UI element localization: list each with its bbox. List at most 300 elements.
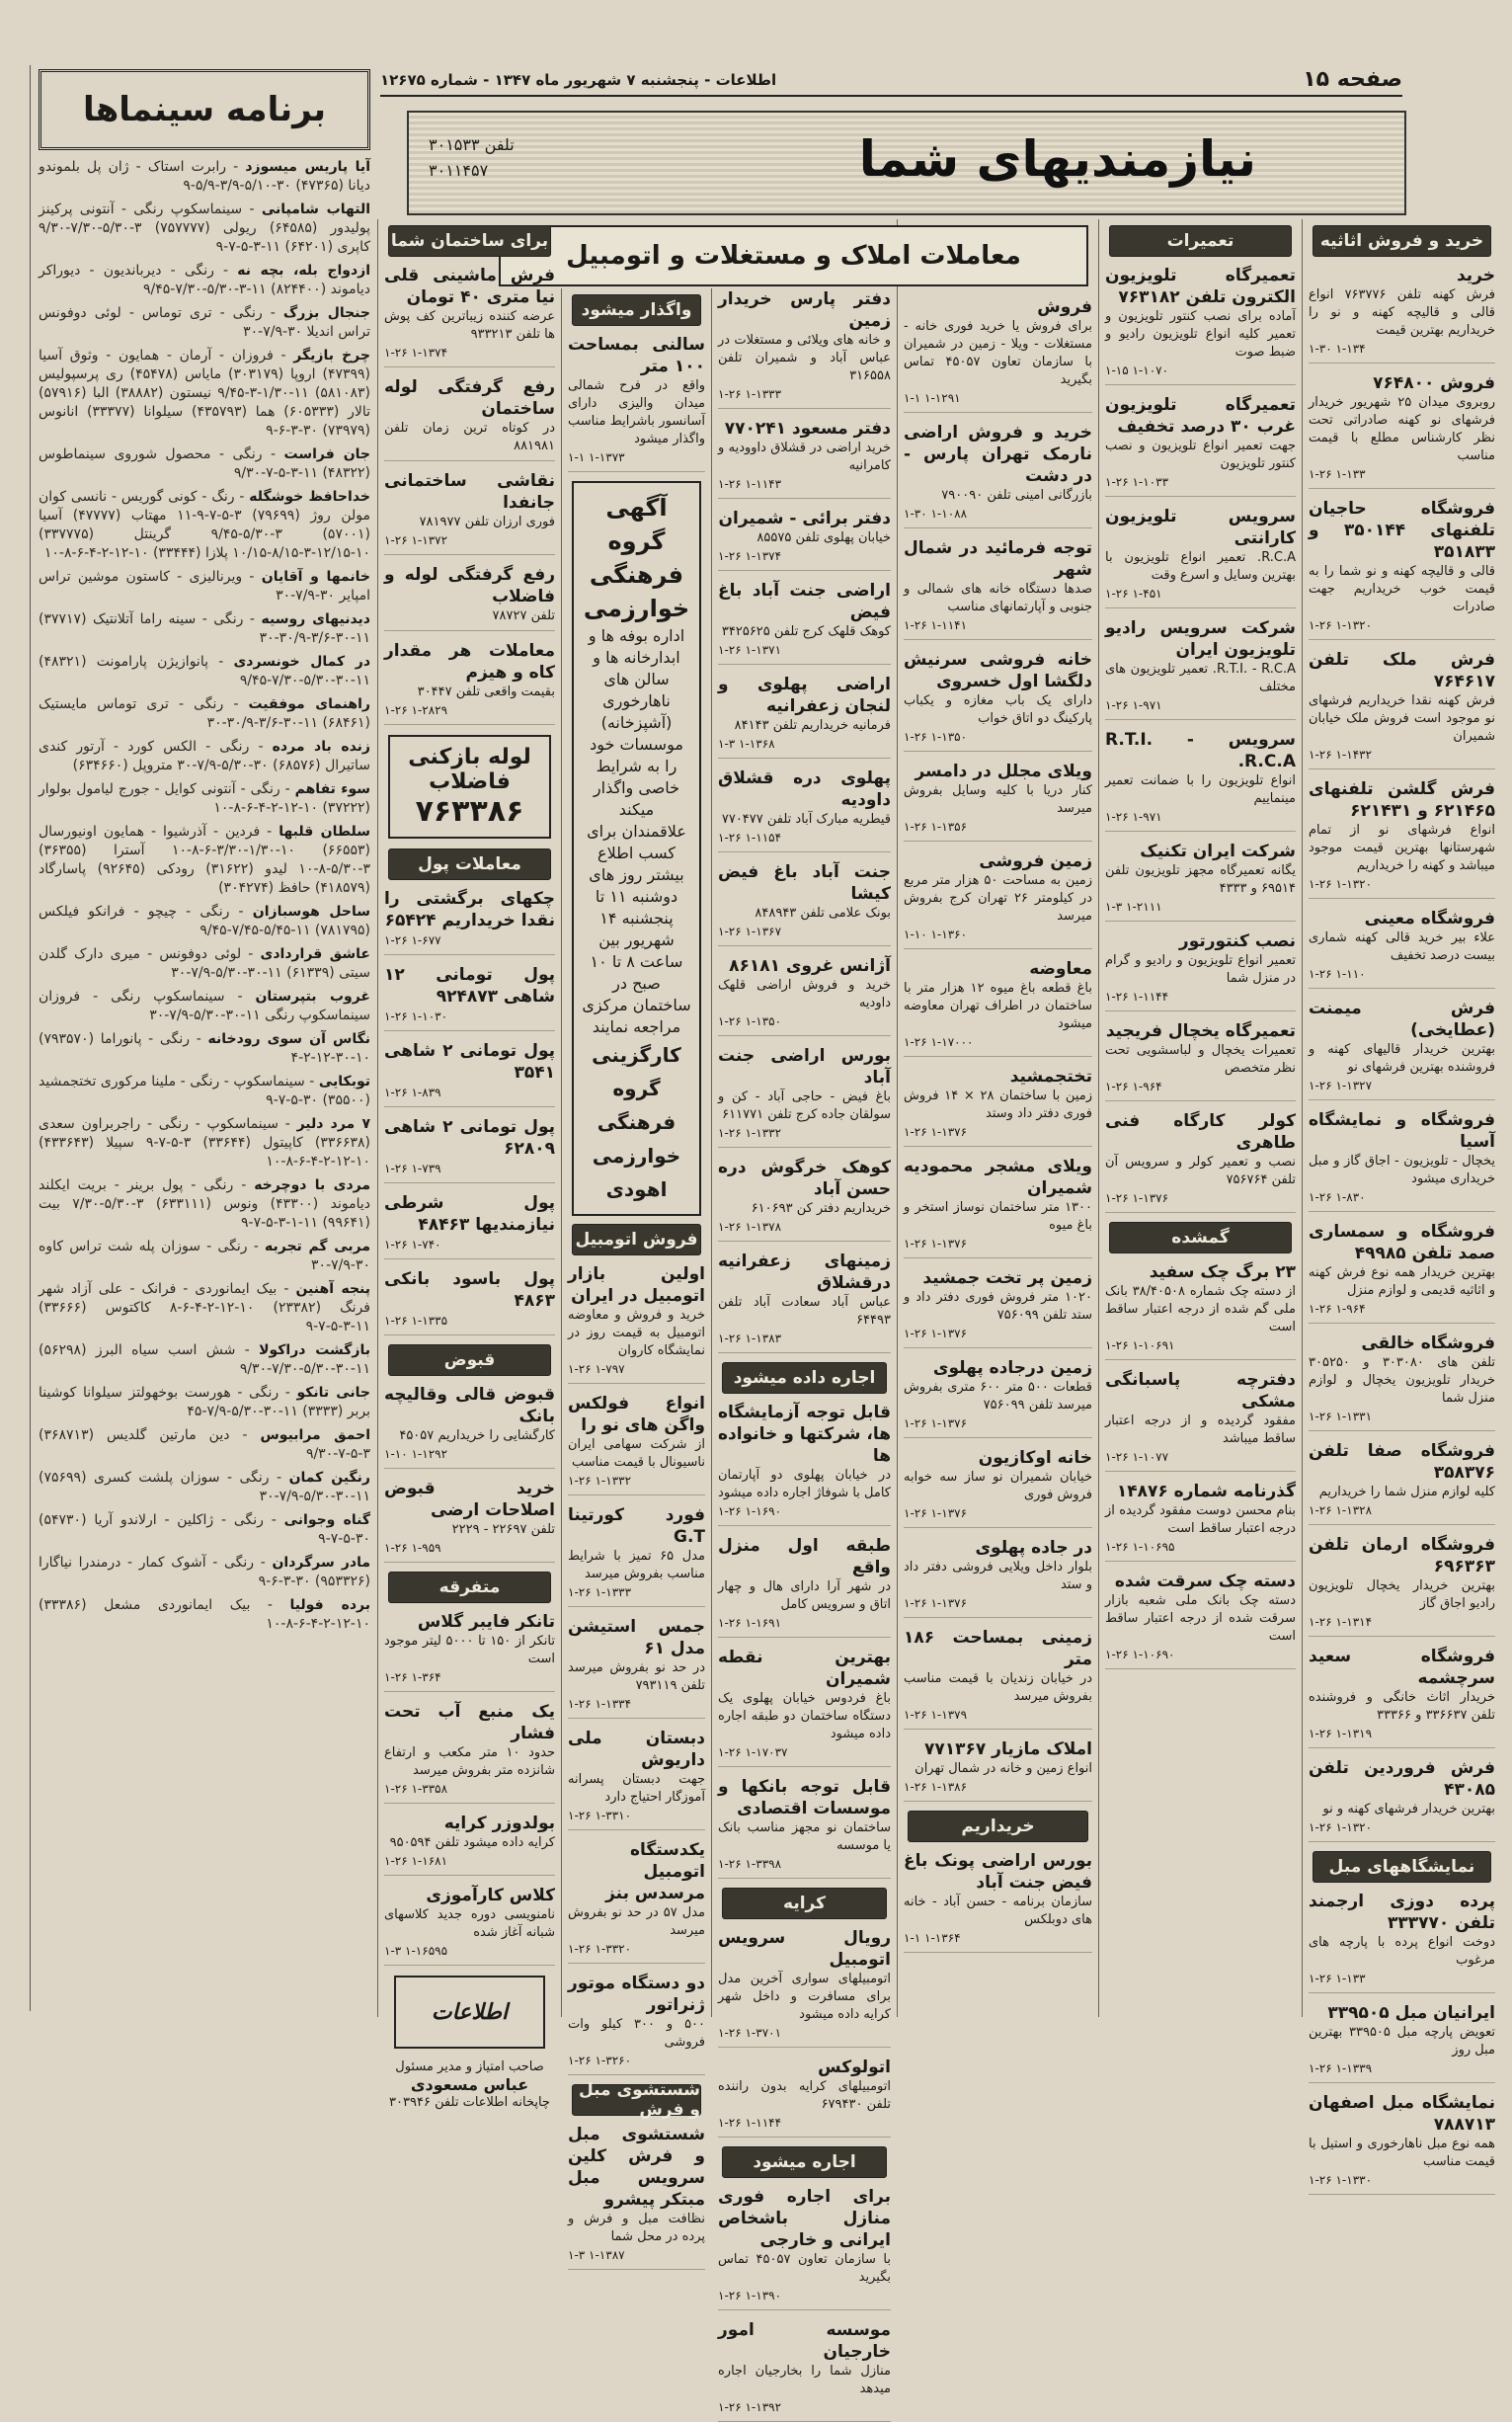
classified-ad	[904, 1267, 1092, 1348]
ad-code: ۱-۲۶ ۱-۳۳۹۸	[718, 1857, 782, 1871]
ad-body: فوری ارزان تلفن ۷۸۱۹۷۷	[419, 515, 555, 529]
spacer	[281, 1470, 288, 1486]
ad-body: خریداریم دفتر کن ۶۱۰۶۹۳	[751, 1201, 891, 1216]
ad-body: جهت دبستان پسرانه آموزگار احتیاج دارد	[568, 1772, 705, 1805]
classified-ad	[718, 1535, 891, 1638]
ad-body: تعمیر انواع تلویزیون و رادیو و گرام در منزل شما	[1105, 953, 1296, 986]
ad-headline: دفترچه پاسبانگی مشکی	[1105, 1370, 1296, 1412]
ad-code: ۱-۱ ۱-۱۲۹۱	[904, 391, 961, 405]
ad-code: ۱-۲۶ ۱-۱۳۷۹	[904, 1708, 968, 1722]
section-header: کرایه	[722, 1888, 887, 1919]
ad-headline: نمایشگاه مبل اصفهان ۷۸۸۷۱۳	[1309, 2093, 1495, 2135]
cinema-listing	[39, 610, 370, 648]
film-title: برده فولیا	[289, 1597, 370, 1613]
ad-body: واقع در فرح شمالی میدان والیزی دارای آسانسور باشرایط مناسب واگذار میشود	[568, 378, 705, 446]
cinema-listing	[39, 695, 370, 733]
ad-code: ۱-۲۶ ۱-۱۳۷۶	[904, 1237, 968, 1251]
ad-body: تلفن ۷۸۷۲۷	[492, 608, 555, 623]
classified-ad	[904, 649, 1092, 752]
ad-code: ۱-۲۶ ۱-۱۰۶۹۰	[1105, 1648, 1175, 1661]
section-header: اجاره میشود	[722, 2146, 887, 2178]
ad-code: ۱-۲۶ ۱-۱۳۷۲	[384, 533, 448, 547]
classified-ad	[1309, 2002, 1495, 2083]
ad-code: ۱-۲۶ ۱-۱۶۸۱	[384, 1854, 448, 1868]
ad-code: ۱-۲۶ ۱-۱۶۹۰	[718, 1504, 782, 1518]
ad-body: بقیمت واقعی تلفن ۳۰۴۴۷	[417, 685, 555, 699]
film-title: در کمال خونسردی	[233, 654, 370, 670]
ad-code: ۱-۲۶ ۱-۱۳۹۲	[718, 2400, 782, 2414]
ad-code: ۱-۲۶ ۱-۸۳۰	[1309, 1190, 1366, 1204]
classified-ad	[718, 288, 891, 409]
cinema-listing	[39, 1469, 370, 1506]
ad-headline: تعمیرگاه تلویزیون غرب ۳۰ درصد تخفیف	[1105, 395, 1296, 437]
ad-headline: خرید	[1456, 266, 1495, 285]
film-title: سلطان قلبها	[279, 824, 371, 840]
ad-headline: سرویس R.T.I. - R.C.A.	[1105, 730, 1296, 771]
banner-title: نیازمندیهای شما	[858, 130, 1256, 188]
ad-headline: تختجمشید	[1009, 1067, 1092, 1087]
classified-ad	[1309, 1221, 1495, 1324]
classified-ad	[1105, 617, 1296, 720]
classified-ad	[718, 1402, 891, 1526]
ad-body: ۱۰۲۰ متر فروش فوری دفتر داد و ستد تلفن ۷۵۶۰۹۹	[904, 1290, 1092, 1323]
film-showtimes: - رنگی - پول برینر - بریت ایکلند دیاموند (۴۳۳۰۰) ونوس (۶۳۳۱۱۱) ۳-۵/۳۰-۷/۳۰ بیت (۹۹۶۴۱) ۱۱-۱-۳-۵-۷-۹	[39, 1177, 370, 1231]
classified-ad	[384, 1813, 555, 1876]
film-showtimes: - رنگی - محصول شوروی سینماطوس (۴۸۳۲۲) ۱۱-۳-۵-۷-۹/۳۰	[39, 446, 370, 481]
ad-code: ۱-۲۶ ۱-۹۷۱	[1105, 698, 1162, 712]
film-title: زنده باد مرده	[272, 739, 370, 755]
classified-ad	[718, 1251, 891, 1353]
classified-ad	[384, 376, 555, 461]
classified-ad	[1309, 2092, 1495, 2195]
ad-body: زمین به مساحت ۵۰ هزار متر مربع در کیلومتر ۲۶ تهران کرج بفروش میرسد	[904, 873, 1093, 924]
banner-phone-1: تلفن ۳۰۱۵۳۳	[429, 135, 515, 154]
ad-code: ۱-۲۶ ۱-۳۳۵۸	[384, 1782, 448, 1796]
cinema-program-column	[30, 65, 378, 2011]
ad-headline: یک منبع آب تحت فشار	[384, 1702, 555, 1743]
classified-ad	[1105, 1571, 1296, 1669]
khwarazmi-notice	[572, 481, 701, 1216]
ad-body: قیطریه مبارک آباد تلفن ۷۷۰۴۷۷	[721, 812, 891, 827]
classified-ad	[384, 564, 555, 631]
cinema-program-title: برنامه سینماها	[39, 69, 370, 150]
ad-body: برای فروش یا خرید فوری خانه - مستغلات - ویلا - زمین در شمیران با سازمان تعاون ۴۵۰۵۷ تماس بگیرید	[904, 319, 1092, 387]
ad-headline: زمین پر تخت جمشید	[922, 1268, 1092, 1288]
ad-headline: دو دستگاه موتور ژنراتور	[568, 1974, 705, 2015]
classified-ad	[904, 1537, 1092, 1618]
ad-body: نصب و تعمیر کولر و سرویس آن تلفن ۷۵۶۷۶۴	[1105, 1155, 1296, 1187]
classified-ad	[1309, 908, 1495, 989]
ad-body: باغ فردوس خیابان پهلوی یک دستگاه ساختمان دو طبقه اجاره داده میشود	[718, 1691, 891, 1741]
spacer	[243, 989, 256, 1005]
classified-ad	[718, 2057, 891, 2138]
ad-body: دارای یک باب مغازه و یکباب پارکینگ دو اتاق خواب	[904, 693, 1092, 726]
section-header: خرید و فروش اثاثیه	[1313, 225, 1491, 257]
film-showtimes: - رنگی - تری توماس مایستیک (۶۸۴۶۱) ۱۱-۳۰-۳/۶-۳۰/۹-۳۰	[39, 696, 370, 731]
classified-ad	[904, 1850, 1092, 1953]
ad-headline: املاک مازیار ۷۷۱۳۶۷	[923, 1739, 1092, 1759]
ad-headline: در جاده پهلوی	[975, 1538, 1092, 1558]
ad-headline: جمس استیشن مدل ۶۱	[568, 1617, 705, 1658]
ad-code: ۱-۳ ۱-۲۱۱۱	[1105, 900, 1162, 914]
classified-ad	[1105, 506, 1296, 608]
ad-code: ۱-۳ ۱-۱۳۶۸	[718, 737, 775, 751]
ad-body: قطعات ۵۰۰ متر ۶۰۰ متری بفروش میرسد تلفن ۷۵۶۰۹۹	[904, 1380, 1093, 1413]
ad-body: دسته چک بانک ملی شعبه بازار سرقت شده از درجه اعتبار ساقط است	[1105, 1593, 1296, 1644]
ad-code: ۱-۲۶ ۱-۱۳۳۴	[568, 1697, 632, 1711]
ad-code: ۱-۲۶ ۱-۱۳۸۶	[904, 1780, 968, 1794]
ad-body: تعویض پارچه مبل ۳۳۹۵۰۵ بهترین مبل روز	[1309, 2025, 1495, 2058]
classified-ad	[384, 1384, 555, 1469]
ad-headline: نقاشی ساختمانی جانفدا	[384, 471, 555, 513]
ad-body: بهترین خریدار یخچال تلویزیون رادیو اجاق گاز	[1309, 1578, 1495, 1611]
column-transfer	[561, 288, 711, 2262]
classified-ad	[384, 888, 555, 955]
ad-code: ۱-۲۶ ۱-۱۳۷۶	[904, 1416, 968, 1430]
ad-body: کلیه لوازم منزل شما را خریداریم	[1318, 1485, 1495, 1499]
cinema-listing	[39, 488, 370, 563]
ad-body: کنار دریا با کلیه وسایل بفروش میرسد	[904, 783, 1092, 816]
ad-headline: پول شرطی نیازمندیها ۴۸۴۶۳	[384, 1193, 555, 1235]
section-header: قبوض	[388, 1344, 551, 1376]
classified-ad	[1309, 265, 1495, 363]
section-header: خریداریم	[908, 1811, 1088, 1842]
spacer	[228, 263, 237, 279]
ad-body: اتومبیلهای کرایه بدون راننده تلفن ۶۷۹۴۳۰	[718, 2079, 891, 2112]
classified-ad	[568, 1728, 705, 1830]
ad-headline: یکدستگاه اتومبیل مرسدس بنز	[605, 1840, 705, 1903]
ad-headline: قابل توجه آزمایشگاه ها، شرکتها و خانواده ها	[718, 1403, 891, 1466]
ad-body: خرید و فروش و معاوضه اتومبیل به قیمت روز در نمایشگاه کاروان	[568, 1308, 705, 1358]
film-title: جانی تانکو	[296, 1385, 370, 1401]
classified-ad	[384, 964, 555, 1031]
spacer	[273, 1597, 290, 1613]
ad-body: مدل ۵۷ در حد نو بفروش میرسد	[568, 1905, 705, 1938]
notice-signature: کارگزینی گروه فرهنگی خوارزمی اهودی	[592, 1043, 681, 1201]
ad-headline: شستشوی مبل و فرش کلین سرویس مبل مبتکر پیشرو	[568, 2125, 705, 2210]
ad-code: ۱-۲۶ ۱-۱۳۹۰	[718, 2289, 782, 2302]
ad-code: ۱-۲۶ ۱-۷۹۷	[568, 1362, 625, 1376]
spacer	[247, 1427, 260, 1443]
ad-body: تانکر از ۱۵۰ تا ۵۰۰۰ لیتر موجود است	[384, 1634, 555, 1666]
ad-headline: فرش فروردین تلفن ۴۳۰۸۵	[1309, 1758, 1495, 1800]
banner-phone-2: ۳۰۱۱۴۵۷	[429, 161, 489, 180]
ad-code: ۱-۲۶ ۱-۱۳۳	[1309, 1972, 1366, 1985]
film-showtimes: - رنگی - پانوراما (۷۹۳۵۷۰) ۱۰-۳۰-۱۲-۲-۴	[39, 1031, 370, 1066]
film-title: نگاس آن سوی رودخانه	[207, 1031, 370, 1047]
ad-headline: آژانس غروی ۸۶۱۸۱	[729, 956, 891, 976]
film-title: مربی گم تجربه	[265, 1239, 371, 1254]
ad-code: ۱-۲۶ ۱-۱۱۴۴	[718, 2116, 782, 2130]
ad-body: تعمیرات یخچال و لباسشویی تحت نظر متخصص	[1105, 1043, 1296, 1076]
classified-ad	[384, 1611, 555, 1692]
ad-body: از دسته چک شماره ۳۸/۴۰۵۰۸ بانک ملی گم شده از درجه اعتبار ساقط است	[1105, 1284, 1297, 1334]
ad-body: سازمان برنامه - حسن آباد - خانه های دوبلکس	[904, 1895, 1092, 1927]
ad-body: باغ قطعه باغ میوه ۱۲ هزار متر با ساختمان در اطراف تهران معاوضه میشود	[904, 981, 1092, 1031]
classified-ad	[1105, 1369, 1296, 1472]
classified-ad	[384, 265, 555, 367]
film-showtimes: - رنگی - آنتونی کوایل - جورج لیامول بولوار (۳۷۲۲۲) ۱۰-۱۲-۲-۴-۶-۸-۱۰	[39, 781, 370, 816]
classified-ad	[718, 955, 891, 1036]
film-title: ساحل هوسبازان	[252, 904, 371, 920]
classified-ad	[1309, 1109, 1495, 1212]
spacer	[254, 569, 261, 585]
film-showtimes: - بیک ایمانوردی مشعل (۳۳۳۸۶) ۱۰-۱۲-۲-۴-۶-۸-۱۰	[39, 1597, 370, 1632]
film-title: راهنمای موفقیت	[248, 696, 370, 712]
film-showtimes: - رنگی - سینه راما آتلانتیک (۳۷۷۱۷) ۱۱-۳۰-۳/۶-۳۰/۹-۳۰	[39, 611, 370, 646]
ad-code: ۱-۲۶ ۱-۱۴۳۲	[1309, 748, 1373, 762]
classified-ad	[568, 1393, 705, 1495]
ad-code: ۱-۲۶ ۱-۱۳۷۶	[904, 1596, 968, 1610]
film-title: جان فراست	[283, 446, 371, 462]
film-title: بازگشت دراکولا	[259, 1342, 371, 1358]
spacer	[276, 305, 283, 321]
ad-headline: فروشگاه ارمان تلفن ۶۹۶۳۶۳	[1309, 1535, 1495, 1576]
classified-ad	[904, 422, 1092, 528]
page-number: صفحه ۱۵	[1303, 67, 1402, 92]
classified-ad	[568, 2124, 705, 2270]
ad-headline: خرید و فروش اراضی نارمک تهران پارس - در دشت	[904, 423, 1092, 486]
ad-headline: ویلای مشجر محمودیه شمیران	[904, 1157, 1092, 1198]
cinema-listing	[39, 1115, 370, 1171]
film-showtimes: - لوئی دوفونس - میری دارک گلدن سیتی (۶۱۳۳۹) ۱۱-۳۰-۵/۳۰-۷/۹-۳۰	[39, 946, 370, 981]
ad-headline: انواع فولکس واگن های نو را	[568, 1394, 705, 1435]
ad-code: ۱-۲۶ ۱-۱۳۳	[1309, 467, 1366, 481]
film-title: عاشق قراردادی	[260, 946, 370, 962]
ad-headline: فروشگاه خالقی	[1361, 1333, 1495, 1353]
ad-code: ۱-۳ ۱-۱۳۸۷	[568, 2248, 625, 2262]
ad-headline: تعمیرگاه یخچال فریجید	[1105, 1021, 1296, 1041]
ad-code: ۱-۲۶ ۱-۳۳۱۰	[568, 1809, 632, 1822]
ad-code: ۱-۲۶ ۱-۱۳۱۴	[1309, 1615, 1373, 1629]
classified-ad	[718, 1927, 891, 2048]
ad-body: بهترین خریدار قالیهای کهنه و فروشنده بهترین فرشهای نو	[1309, 1042, 1495, 1075]
ad-body: انواع زمین و خانه در شمال تهران	[915, 1761, 1092, 1776]
section-header: شستشوی مبل و فرش	[572, 2084, 701, 2116]
ad-headline: بورس اراضی جنت آباد	[718, 1046, 891, 1088]
cinema-listing	[39, 780, 370, 818]
ad-body: کوهک قلهک کرج تلفن ۳۴۲۵۶۲۵	[721, 624, 891, 639]
film-title: مادر سرگردان	[272, 1555, 371, 1571]
ad-body: در حد نو بفروش میرسد تلفن ۷۹۳۱۱۹	[568, 1660, 705, 1693]
section-title-real-estate: معاملات املاک و مستغلات و اتومبیل	[499, 225, 1088, 286]
ad-body: عرضه کننده زیباترین کف پوش ها تلفن ۹۳۳۲۱۳	[384, 309, 555, 342]
ad-body: بلوار داخل ویلایی فروشی دفتر داد و ستد	[904, 1560, 1092, 1592]
classified-ad	[384, 1040, 555, 1107]
ad-headline: زمین درجاده پهلوی	[932, 1358, 1092, 1378]
spacer	[290, 1116, 297, 1132]
cinema-listing	[39, 1426, 370, 1464]
film-showtimes: - دین مارتین گلدیس (۳۶۸۷۱۳) ۳-۵-۷-۹/۳۰	[39, 1427, 370, 1462]
publisher-line-3: چاپخانه اطلاعات تلفن ۳۰۳۹۴۶	[389, 2095, 550, 2110]
ad-body: یخچال - تلویزیون - اجاق گاز و مبل خریداری میشود	[1309, 1154, 1495, 1186]
ad-body: مدل ۶۵ تمیز با شرایط مناسب بفروش میرسد	[568, 1549, 705, 1581]
drain-cleaning-ad	[388, 735, 551, 839]
ad-headline: ویلای مجلل در دامسر	[915, 762, 1092, 781]
ad-code: ۱-۳ ۱-۱۶۵۹۵	[384, 1944, 448, 1958]
section-header: تعمیرات	[1109, 225, 1292, 257]
classified-ad	[904, 537, 1092, 640]
ad-headline: دفتر مسعود ۷۷۰۲۴۱	[724, 419, 891, 439]
ad-body: تلفن های ۳۰۳۰۸۰ و ۳۰۵۲۵۰ خریدار تلویزیون یخچال و لوازم منزل شما	[1309, 1355, 1496, 1406]
ad-headline: فروشگاه و سمساری صمد تلفن ۴۹۹۸۵	[1309, 1222, 1495, 1263]
ad-code: ۱-۲۶ ۱-۹۷۱	[1105, 810, 1162, 824]
film-showtimes: - فردین - آذرشیوا - همایون اونیورسال (۶۶۵۵۳) ۱۰-۱/۳۰-۳/۳۰-۶-۸-۱۰ آسترا (۳۶۳۵۵) ۳-۵/۳۰-۸-۱۰ لیدو (۳۱۶۲۲) رودکی (۹۲۶۴۵) پاسارگاد (۴۱۸۵۷۹) حافظ (۳۰۴۲۷۴)	[39, 824, 370, 896]
ad-body: از شرکت سهامی ایران ناسیونال با قیمت مناسب	[568, 1437, 705, 1470]
ad-code: ۱-۲۶ ۱-۱۳۲۷	[1309, 1079, 1373, 1092]
ad-headline: کولر کارگاه فنی طاهری	[1105, 1111, 1296, 1153]
ad-headline: فروش	[1037, 297, 1092, 317]
cinema-listing	[39, 1596, 370, 1634]
classified-ad	[1105, 729, 1296, 832]
cinema-listing	[39, 1511, 370, 1549]
ad-headline: فروشگاه سعید سرچشمه	[1309, 1647, 1495, 1688]
ad-code: ۱-۲۶ ۱-۱۰۷۷	[1105, 1450, 1169, 1464]
classified-ad	[904, 1738, 1092, 1802]
film-showtimes: - شش اسب سیاه البرز (۵۶۲۹۸) ۱۱-۳۰-۵/۳۰-۷/۳۰-۹/۳۰	[39, 1342, 370, 1377]
classified-ad	[384, 1116, 555, 1183]
ad-code: ۱-۲۶ ۱-۱۷۰۰۰	[904, 1035, 974, 1049]
ad-code: ۱-۲۶ ۱-۱۳۷۴	[384, 346, 448, 360]
ad-headline: جنت آباد باغ فیض کیشا	[718, 862, 891, 904]
ad-headline: قبوض قالی وقالیچه بانک	[384, 1385, 555, 1426]
spacer	[223, 654, 233, 670]
section-header: اجاره داده میشود	[722, 1362, 887, 1394]
column-land	[711, 288, 897, 2414]
ad-code: ۱-۲۶ ۱-۸۳۹	[384, 1086, 441, 1099]
page-header	[380, 65, 1402, 97]
ad-code: ۱-۳۰ ۱-۱۰۸۸	[904, 507, 968, 521]
classified-ad	[904, 958, 1092, 1057]
classified-ad	[1309, 1440, 1495, 1525]
ad-code: ۱-۲۶ ۱-۱۳۳۳	[568, 1585, 632, 1599]
ad-body: نظافت مبل و فرش و پرده در محل شما	[568, 2212, 705, 2244]
ad-code: ۱-۲۶ ۱-۱۱۴۴	[1105, 990, 1169, 1004]
film-showtimes: - سینماسکوپ - رنگی - ملینا مرکوری تختجمشید (۳۵۵۰۰) ۳۰-۵-۷-۹	[39, 1074, 370, 1108]
ad-body: بنام محسن دوست مفقود گردیده از درجه اعتبار ساقط است	[1105, 1503, 1296, 1536]
classified-ad	[718, 418, 891, 499]
spacer	[250, 1342, 259, 1358]
classified-ad	[568, 1973, 705, 2075]
ad-headline: فروش ۷۶۴۸۰۰	[1373, 373, 1495, 393]
classified-ad	[718, 861, 891, 946]
film-title: چرخ بازیگر	[293, 348, 370, 363]
ad-headline: تعمیرگاه تلویزیون الکترون تلفن ۷۶۳۱۸۲	[1105, 266, 1296, 307]
ad-headline: خانه فروشی سرنیش دلگشا اول خسروی	[904, 650, 1092, 691]
ad-headline: کلاس کارآموزی	[426, 1886, 555, 1905]
cinema-list	[31, 158, 378, 1634]
section-header: فروش اتومبیل	[572, 1224, 701, 1255]
ad-code: ۱-۲۶ ۱-۱۳۷۴	[718, 549, 782, 563]
ad-code: ۱-۲۶ ۱-۱۱۴۳	[718, 477, 782, 491]
drain-ad-phone: ۷۶۳۳۸۶	[415, 794, 524, 829]
notice-title: آگهی	[605, 494, 668, 522]
ad-body: فرش کهنه نقدا خریداریم فرشهای نو موجود است فروش ملک خیابان شمیران	[1309, 693, 1495, 744]
ad-code: ۱-۲۶ ۱-۱۰۳۰	[384, 1009, 448, 1023]
ad-code: ۱-۲۶ ۱-۶۷۷	[384, 933, 441, 947]
ad-code: ۱-۲۶ ۱-۱۶۹۱	[718, 1616, 782, 1630]
ad-headline: فرش گلشن تلفنهای ۶۲۱۴۶۵ و ۶۲۱۴۳۱	[1309, 779, 1495, 821]
film-showtimes: - رنگی - آشوک کمار - درمندرا نیاگارا (۹۵۳۳۲۶) ۳۰-۳-۶-۹	[39, 1555, 370, 1589]
classified-ad	[1309, 1332, 1495, 1431]
film-title: احمق مرابیوس	[260, 1427, 371, 1443]
ad-headline: دسته چک سرقت شده	[1114, 1572, 1296, 1591]
film-title: خداحافظ خوشگله	[249, 489, 370, 505]
classified-ad	[1105, 265, 1296, 385]
ad-code: ۱-۲۶ ۱-۱۰۳۳	[1105, 475, 1169, 489]
cinema-listing	[39, 1341, 370, 1379]
column-furniture	[1302, 219, 1501, 2187]
cinema-listing	[39, 1238, 370, 1275]
publisher-line-1: صاحب امتیاز و مدیر مسئول	[395, 2059, 544, 2074]
classified-ad	[718, 2319, 891, 2422]
film-showtimes: - بیک ایمانوردی - فرانک - علی آزاد شهر فرنگ (۲۳۳۸۲) ۱۰-۱۲-۲-۴-۶-۸ کاکتوس (۳۳۶۶۶) ۱۱-۳-۵-۷-۹	[39, 1281, 370, 1334]
ad-body: فرمانیه خریداریم تلفن ۸۴۱۴۳	[734, 718, 891, 733]
ad-body: خرید اراضی در قشلاق داوودیه و کامرانیه	[718, 441, 891, 473]
ad-headline: پهلوی دره قشلاق داودیه	[718, 768, 891, 810]
ad-body: کارگشایی را خریداریم ۴۵۰۵۷	[399, 1428, 555, 1443]
classified-ad	[384, 1478, 555, 1563]
ad-body: ۱۳۰۰ متر ساختمان نوساز استخر و باغ میوه	[904, 1200, 1092, 1233]
ad-body: بهترین خریدار فرشهای کهنه و نو	[1322, 1802, 1495, 1816]
ad-body: مفقود گردیده و از درجه اعتبار ساقط میباشد	[1105, 1413, 1296, 1446]
spacer	[253, 946, 260, 962]
cinema-listing	[39, 823, 370, 898]
ad-body: منازل شما را بخارجیان اجاره میدهد	[718, 2364, 891, 2396]
cinema-listing	[39, 347, 370, 441]
ad-headline: برای اجاره فوری منازل باشخاص ایرانی و خارجی	[718, 2187, 891, 2250]
ad-body: انواع فرشهای نو از تمام شهرستانها بهترین قیمت موجود میباشد و کهنه را خریداریم	[1309, 823, 1495, 873]
film-title: مردی با دوچرخه	[254, 1177, 371, 1193]
classified-ad	[1309, 998, 1495, 1100]
ad-headline: اراضی پهلوی و لنجان زعفرانیه	[718, 675, 891, 716]
film-title: آیا پاریس میسوزد	[245, 159, 370, 175]
ad-headline: چکهای برگشتی را نقدا خریداریم ۶۵۴۲۴	[384, 889, 555, 930]
spacer	[246, 1177, 254, 1193]
film-showtimes: - رنگ - کونی گوریس - نانسی کوان مولن روژ (۷۹۶۹۹) ۳-۵-۷-۹-۱۱ مهتاب (۴۷۷۷۷) آسیا (۵۷۰۰۱) ۳-۵/۳۰-۹/۴۵ گرینتل (۳۳۷۷۷۵) ۱۰-۱۲/۱۵-۳-۸/۱۵-۱۰/۱۵ پلازا (۳۳۴۴۴) ۱۰-۱۲-۲-۴-۶-۸-۱۰	[39, 489, 370, 561]
ad-code: ۱-۲۶ ۱-۱۱۵۴	[718, 831, 782, 845]
ad-code: ۱-۲۶ ۱-۱۳۷۸	[718, 1220, 782, 1234]
ad-code: ۱-۲۶ ۱-۱۳۵۶	[904, 820, 968, 834]
classified-ad	[718, 580, 891, 665]
ad-code: ۱-۲۶ ۱-۳۷۰۱	[718, 2026, 782, 2040]
classified-ad	[568, 1263, 705, 1384]
ad-code: ۱-۲۶ ۱-۱۳۲۸	[1309, 1503, 1373, 1517]
cinema-listing	[39, 158, 370, 196]
ad-code: ۱-۲۶ ۱-۱۷۰۳۷	[718, 1745, 788, 1759]
ad-code: ۱-۲۶ ۱-۱۳۳۲	[718, 1126, 782, 1140]
ad-code: ۱-۲۶ ۱-۹۶۴	[1105, 1080, 1162, 1093]
ad-code: ۱-۲۶ ۱-۱۳۳۱	[1309, 1410, 1373, 1423]
cinema-listing	[39, 1176, 370, 1233]
ad-headline: فرش میمنت (عطایخی)	[1309, 999, 1495, 1040]
film-showtimes: - فروزان - آرمان - همایون - وثوق آسیا (۴۷۳۹۹) اروپا (۳۰۳۱۷۹) مایاس (۴۵۴۷۸) ری پرسپولیس (۵۸۱۰۸۳) ۱۱-۱/۳۰-۳-۹/۴۵ نیستون (۳۸۸۸۲) البا (۵۷۹۱۶) تالار (۶۰۵۳۳۳) هما (۴۳۵۷۹۳) سیلوانا (۳۳۳۷۷) انانوس (۷۳۹۷۹) ۳۰-۳-۶-۹	[39, 348, 371, 439]
ad-headline: بهترین نقطه شمیران	[718, 1648, 891, 1689]
film-title: دیدنیهای روسیه	[261, 611, 370, 627]
column-repairs	[1098, 219, 1302, 2017]
film-title: غروب بتپرستان	[255, 989, 370, 1005]
ad-code: ۱-۲۶ ۱-۱۳۲۰	[1309, 877, 1373, 891]
notice-org: گروه فرهنگی خوارزمی	[583, 527, 690, 622]
ad-body: صدها دستگاه خانه های شمالی و جنوبی و آپارتمانهای مناسب	[904, 582, 1092, 614]
classified-ad	[1309, 1534, 1495, 1637]
ad-headline: پرده دوزی ارجمند تلفن ۳۳۳۷۷۰	[1309, 1892, 1495, 1933]
ad-headline: تانکر فایبر گلاس	[417, 1612, 555, 1632]
ad-body: خرید و فروش اراضی قلهک داودیه	[718, 978, 891, 1010]
ad-code: ۱-۲۶ ۱-۱۳۷۶	[1105, 1191, 1169, 1205]
classified-ad	[1309, 372, 1495, 489]
ad-headline: زمینهای زعفرانیه درقشلاق	[718, 1251, 891, 1293]
